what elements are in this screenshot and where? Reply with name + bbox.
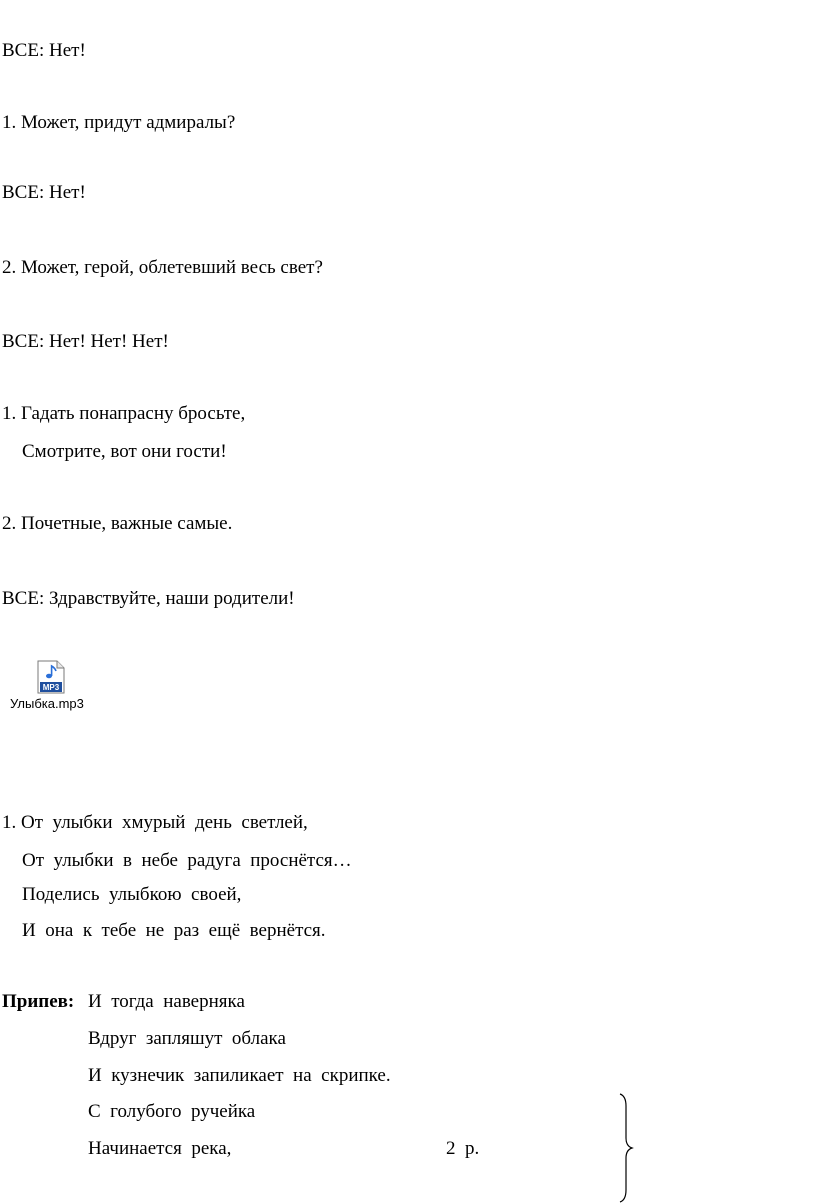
line-admirals: 1. Может, придут адмиралы? (2, 112, 236, 133)
mp3-label: MP3 (42, 683, 60, 692)
right-brace (600, 1092, 640, 1204)
line-guess: 1. Гадать понапрасну бросьте, (2, 403, 246, 424)
chorus-line-4: С голубого ручейка (88, 1101, 256, 1122)
chorus-label-text: Припев: (2, 991, 75, 1012)
line-all-no-2: ВСЕ: Нет! (2, 182, 86, 203)
mp3-file-icon[interactable] (36, 660, 68, 700)
chorus-label (2, 991, 74, 1013)
repeat-mark: 2 р. (446, 1138, 480, 1159)
chorus-line-5: Начинается река, (88, 1138, 232, 1159)
line-all-no-1: ВСЕ: Нет! (2, 40, 86, 61)
chorus-line-2: Вдруг запляшут облака (88, 1028, 286, 1049)
verse-line-3: Поделись улыбкою своей, (22, 884, 242, 905)
chorus-line-3: И кузнечик запиликает на скрипке. (88, 1065, 391, 1086)
line-hero: 2. Может, герой, облетевший весь свет? (2, 257, 323, 278)
attachment-filename: Улыбка.mp3 (10, 696, 84, 711)
line-honored: 2. Почетные, важные самые. (2, 513, 233, 534)
line-all-no-3: ВСЕ: Нет! Нет! Нет! (2, 331, 169, 352)
line-guests: Смотрите, вот они гости! (22, 441, 227, 462)
chorus-line-1: И тогда наверняка (88, 991, 245, 1012)
verse-line-2: От улыбки в небе радуга проснётся… (22, 850, 352, 871)
line-hello-parents: ВСЕ: Здравствуйте, наши родители! (2, 588, 295, 609)
verse-line-4: И она к тебе не раз ещё вернётся. (22, 920, 326, 941)
verse-line-1: 1. От улыбки хмурый день светлей, (2, 812, 308, 833)
